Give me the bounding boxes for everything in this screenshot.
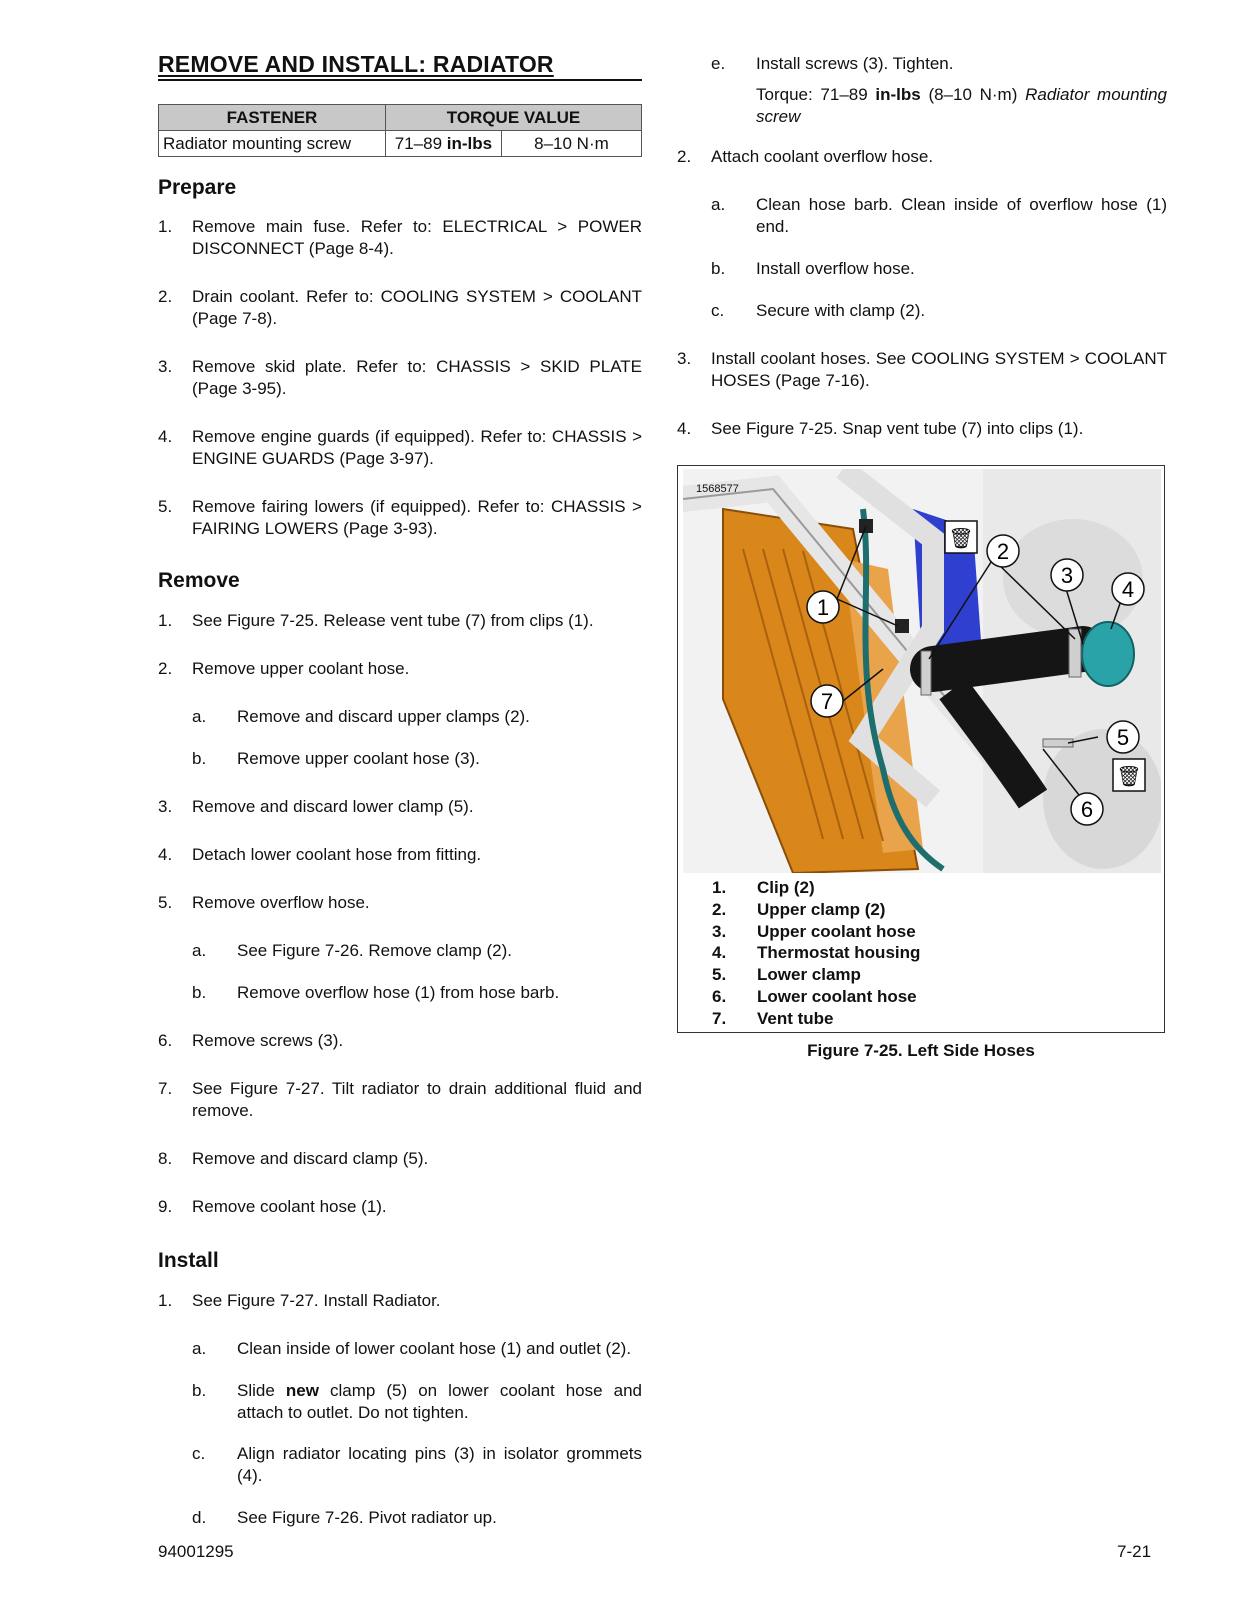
svg-text:2: 2 xyxy=(996,539,1010,564)
callout-2 xyxy=(987,535,1019,567)
figure-7-25: 1568577 🗑 🗑 1 2 3 4 5 6 7 1. Clip (2) 2. Upper clamp (2) 3. Upper coolant hose 4. Thermostat housing 5. Lower clamp 6. Lower coolant hose 7. Vent tube xyxy=(677,465,1165,1033)
svg-text:🗑: 🗑 xyxy=(1116,764,1142,788)
heading-remove: Remove xyxy=(158,569,240,592)
image-id: 1568577 xyxy=(696,483,739,495)
svg-text:🗑: 🗑 xyxy=(948,526,974,550)
heading-install: Install xyxy=(158,1249,219,1272)
callout-3 xyxy=(1051,559,1083,591)
callout-1 xyxy=(807,591,839,623)
upper-clamp xyxy=(1069,629,1081,677)
upper-coolant-hose xyxy=(933,649,1083,669)
callout-4 xyxy=(1112,573,1144,605)
heading-prepare: Prepare xyxy=(158,176,237,199)
svg-text:6: 6 xyxy=(1080,797,1094,822)
thermostat-housing xyxy=(1082,622,1134,686)
figure-caption: Figure 7-25. Left Side Hoses xyxy=(807,1041,1035,1060)
cell-inlbs: 71–89 in-lbs xyxy=(386,131,502,157)
svg-text:5: 5 xyxy=(1116,725,1130,750)
left-side-hoses-illustration xyxy=(683,469,1161,873)
footer-doc-number: 94001295 xyxy=(158,1542,234,1561)
svg-text:3: 3 xyxy=(1060,563,1074,588)
page-title: REMOVE AND INSTALL: RADIATOR xyxy=(158,50,642,81)
discard-icon xyxy=(1113,759,1145,791)
torque-table-header xyxy=(159,105,642,131)
svg-text:4: 4 xyxy=(1121,577,1135,602)
discard-icon xyxy=(945,521,977,553)
callout-7 xyxy=(811,685,843,717)
header-fastener: FASTENER xyxy=(159,105,386,131)
torque-table xyxy=(158,104,642,157)
svg-text:7: 7 xyxy=(820,689,834,714)
header-torque-value: TORQUE VALUE xyxy=(386,105,642,131)
callout-6 xyxy=(1071,793,1103,825)
torque-table-row xyxy=(159,131,642,157)
svg-text:1: 1 xyxy=(816,595,830,620)
cell-nm: 8–10 N·m xyxy=(501,131,641,157)
engine-part xyxy=(1043,729,1161,869)
cell-fastener: Radiator mounting screw xyxy=(159,131,386,157)
callout-5 xyxy=(1107,721,1139,753)
footer-page-number: 7-21 xyxy=(1117,1542,1152,1561)
